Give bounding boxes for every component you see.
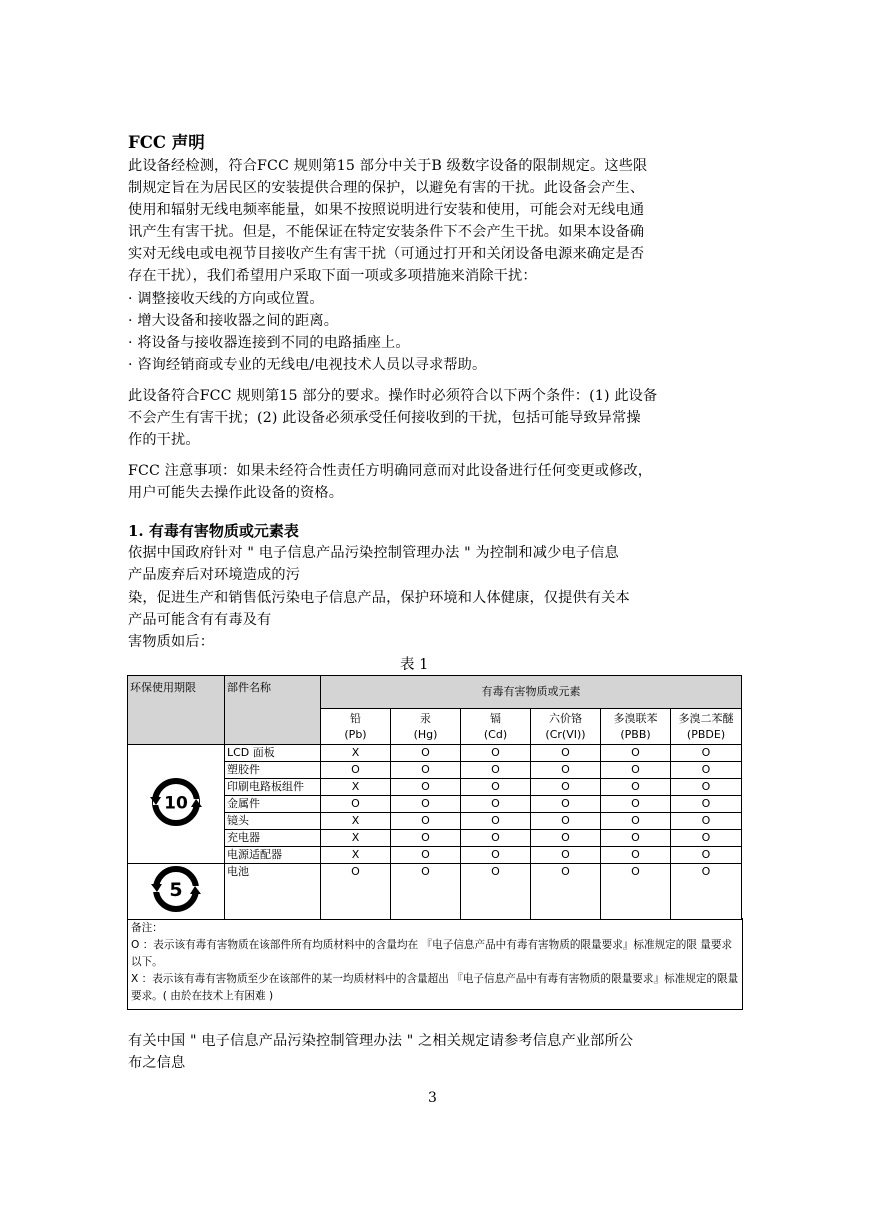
fcc-title: FCC 声明: [128, 133, 205, 152]
table-row: [128, 745, 742, 762]
fcc-bullet: · 调整接收天线的方向或位置。: [128, 291, 324, 307]
fcc-para1-line: 制规定旨在为居民区的安装提供合理的保护，以避免有害的干扰。此设备会产生、: [128, 180, 645, 196]
fcc-para2-line: 此设备符合FCC 规则第15 部分的要求。操作时必须符合以下两个条件：(1) 此设备: [128, 388, 658, 404]
substance-value: O: [531, 813, 601, 830]
substance-value: O: [391, 847, 461, 864]
substance-value: O: [531, 864, 601, 920]
substance-value: O: [531, 762, 601, 779]
substance-value: X: [321, 813, 391, 830]
substance-value: O: [671, 864, 742, 920]
part-name: 印刷电路板组件: [225, 779, 321, 796]
substance-value: O: [321, 796, 391, 813]
substance-value: X: [321, 745, 391, 762]
substance-value: O: [391, 864, 461, 920]
substance-value: O: [321, 864, 391, 920]
epup-5-icon: [148, 864, 204, 914]
substance-value: O: [601, 813, 671, 830]
substance-symbol: (Hg): [413, 727, 438, 741]
part-name: 镜头: [225, 813, 321, 830]
part-name: 充电器: [225, 830, 321, 847]
fcc-para3-line: 用户可能失去操作此设备的资格。: [128, 485, 344, 501]
substance-value: O: [601, 830, 671, 847]
substance-value: O: [531, 745, 601, 762]
fcc-para2-line: 作的干扰。: [128, 432, 200, 448]
substance-value: O: [671, 813, 742, 830]
substance-value: O: [601, 864, 671, 920]
substance-value: O: [461, 779, 531, 796]
col-header-part: 部件名称: [225, 676, 321, 745]
substance-value: X: [321, 830, 391, 847]
substance-value: O: [461, 796, 531, 813]
fcc-bullet: · 增大设备和接收器之间的距离。: [128, 313, 339, 329]
substance-symbol: (Cr(VI)): [545, 727, 586, 741]
substance-value: O: [391, 779, 461, 796]
substance-header: [391, 709, 461, 745]
footer-line: 布之信息: [128, 1055, 186, 1071]
substance-value: O: [671, 745, 742, 762]
substance-value: O: [391, 762, 461, 779]
col-header-period: 环保使用期限: [128, 676, 225, 745]
notes-label: 备注：: [131, 922, 163, 934]
substance-value: O: [531, 779, 601, 796]
notes-x: X ：表示该有毒有害物质至少在该部件的某一均质材料中的含量超出 『电子信息产品中有毒有害物质的限量要求』标准规定的限量要求。( 由於在技术上有困难 ): [131, 973, 739, 1002]
substance-value: O: [601, 779, 671, 796]
table-row-battery: [128, 864, 742, 920]
epup-10-icon: [148, 774, 204, 830]
epup-10-text: 10: [164, 793, 188, 813]
substance-header: [461, 709, 531, 745]
substance-value: O: [531, 796, 601, 813]
part-name: 金属件: [225, 796, 321, 813]
substance-value: O: [601, 796, 671, 813]
part-name: 电源适配器: [225, 847, 321, 864]
substance-symbol: (Pb): [344, 727, 367, 741]
substance-header: [321, 709, 391, 745]
hazard-intro-line: 染，促进生产和销售低污染电子信息产品，保护环境和人体健康，仅提供有关本: [128, 590, 630, 606]
substance-value: O: [531, 830, 601, 847]
substance-header: [671, 709, 742, 745]
substance-symbol: (Cd): [483, 727, 508, 741]
substance-symbol: (PBDE): [686, 727, 726, 741]
substance-value: O: [601, 847, 671, 864]
substance-name: 多溴二苯醚: [678, 711, 734, 725]
col-header-substances: 有毒有害物质或元素: [321, 676, 742, 709]
footer-line: 有关中国 " 电子信息产品污染控制管理办法 " 之相关规定请参考信息产业部所公: [128, 1033, 634, 1049]
hazard-title: 1. 有毒有害物质或元素表: [128, 522, 299, 540]
substance-value: O: [461, 864, 531, 920]
substance-header: [601, 709, 671, 745]
fcc-bullet: · 咨询经销商或专业的无线电/电视技术人员以寻求帮助。: [128, 357, 487, 373]
substance-value: O: [461, 847, 531, 864]
fcc-para1-line: 讯产生有害干扰。但是，不能保证在特定安装条件下不会产生干扰。如果本设备确: [128, 224, 645, 240]
substance-value: O: [391, 813, 461, 830]
part-name: 塑胶件: [225, 762, 321, 779]
substance-value: X: [321, 847, 391, 864]
hazard-table: [127, 675, 742, 920]
substance-value: O: [531, 847, 601, 864]
substance-value: O: [391, 830, 461, 847]
substance-name: 镉: [490, 711, 501, 725]
substance-symbol: (PBB): [620, 727, 651, 741]
substance-value: O: [461, 745, 531, 762]
fcc-para1-line: 实对无线电或电视节目接收产生有害干扰（可通过打开和关闭设备电源来确定是否: [128, 246, 645, 262]
fcc-bullet: · 将设备与接收器连接到不同的电路插座上。: [128, 335, 410, 351]
substance-value: O: [391, 796, 461, 813]
fcc-para1-line: 存在干扰），我们希望用户采取下面一项或多项措施来消除干扰：: [128, 268, 537, 284]
substance-value: O: [321, 762, 391, 779]
hazard-intro-line: 害物质如后：: [128, 634, 215, 650]
notes-o: O ：表示该有毒有害物质在该部件所有均质材料中的含量均在 『电子信息产品中有毒有害物质的限量要求』标准规定的限 量要求以下。: [131, 939, 733, 968]
fcc-para1-line: 此设备经检测，符合FCC 规则第15 部分中关于B 级数字设备的限制规定。这些限: [128, 158, 648, 174]
substance-value: O: [601, 745, 671, 762]
page-number: 3: [428, 1090, 437, 1106]
substance-value: O: [461, 830, 531, 847]
substance-value: O: [671, 847, 742, 864]
substance-name: 多溴联苯: [613, 711, 658, 725]
substance-value: O: [461, 813, 531, 830]
substance-value: O: [601, 762, 671, 779]
substance-value: X: [321, 779, 391, 796]
substance-name: 六价铬: [549, 711, 582, 725]
substance-value: O: [671, 779, 742, 796]
part-name: 电池: [225, 864, 321, 920]
epup-10-cell: [128, 745, 225, 864]
substance-name: 汞: [420, 711, 431, 725]
substance-header: [531, 709, 601, 745]
substance-value: O: [671, 796, 742, 813]
substance-value: O: [671, 830, 742, 847]
hazard-intro-line: 产品废弃后对环境造成的污: [128, 567, 301, 583]
hazard-intro-line: 产品可能含有有毒及有: [128, 612, 272, 628]
table-caption: 表 1: [400, 657, 429, 673]
part-name: LCD 面板: [225, 745, 321, 762]
table-notes: [127, 918, 743, 1010]
epup-5-text: 5: [169, 879, 183, 901]
substance-value: O: [461, 762, 531, 779]
hazard-intro-line: 依据中国政府针对 " 电子信息产品污染控制管理办法 " 为控制和减少电子信息: [128, 545, 619, 561]
fcc-para2-line: 不会产生有害干扰；(2) 此设备必须承受任何接收到的干扰，包括可能导致异常操: [128, 410, 641, 426]
substance-value: O: [391, 745, 461, 762]
substance-value: O: [671, 762, 742, 779]
epup-5-cell: [128, 864, 225, 920]
fcc-para1-line: 使用和辐射无线电频率能量，如果不按照说明进行安装和使用，可能会对无线电通: [128, 202, 645, 218]
fcc-para3-line: FCC 注意事项：如果未经符合性责任方明确同意而对此设备进行任何变更或修改，: [128, 463, 653, 479]
substance-name: 铅: [350, 711, 361, 725]
